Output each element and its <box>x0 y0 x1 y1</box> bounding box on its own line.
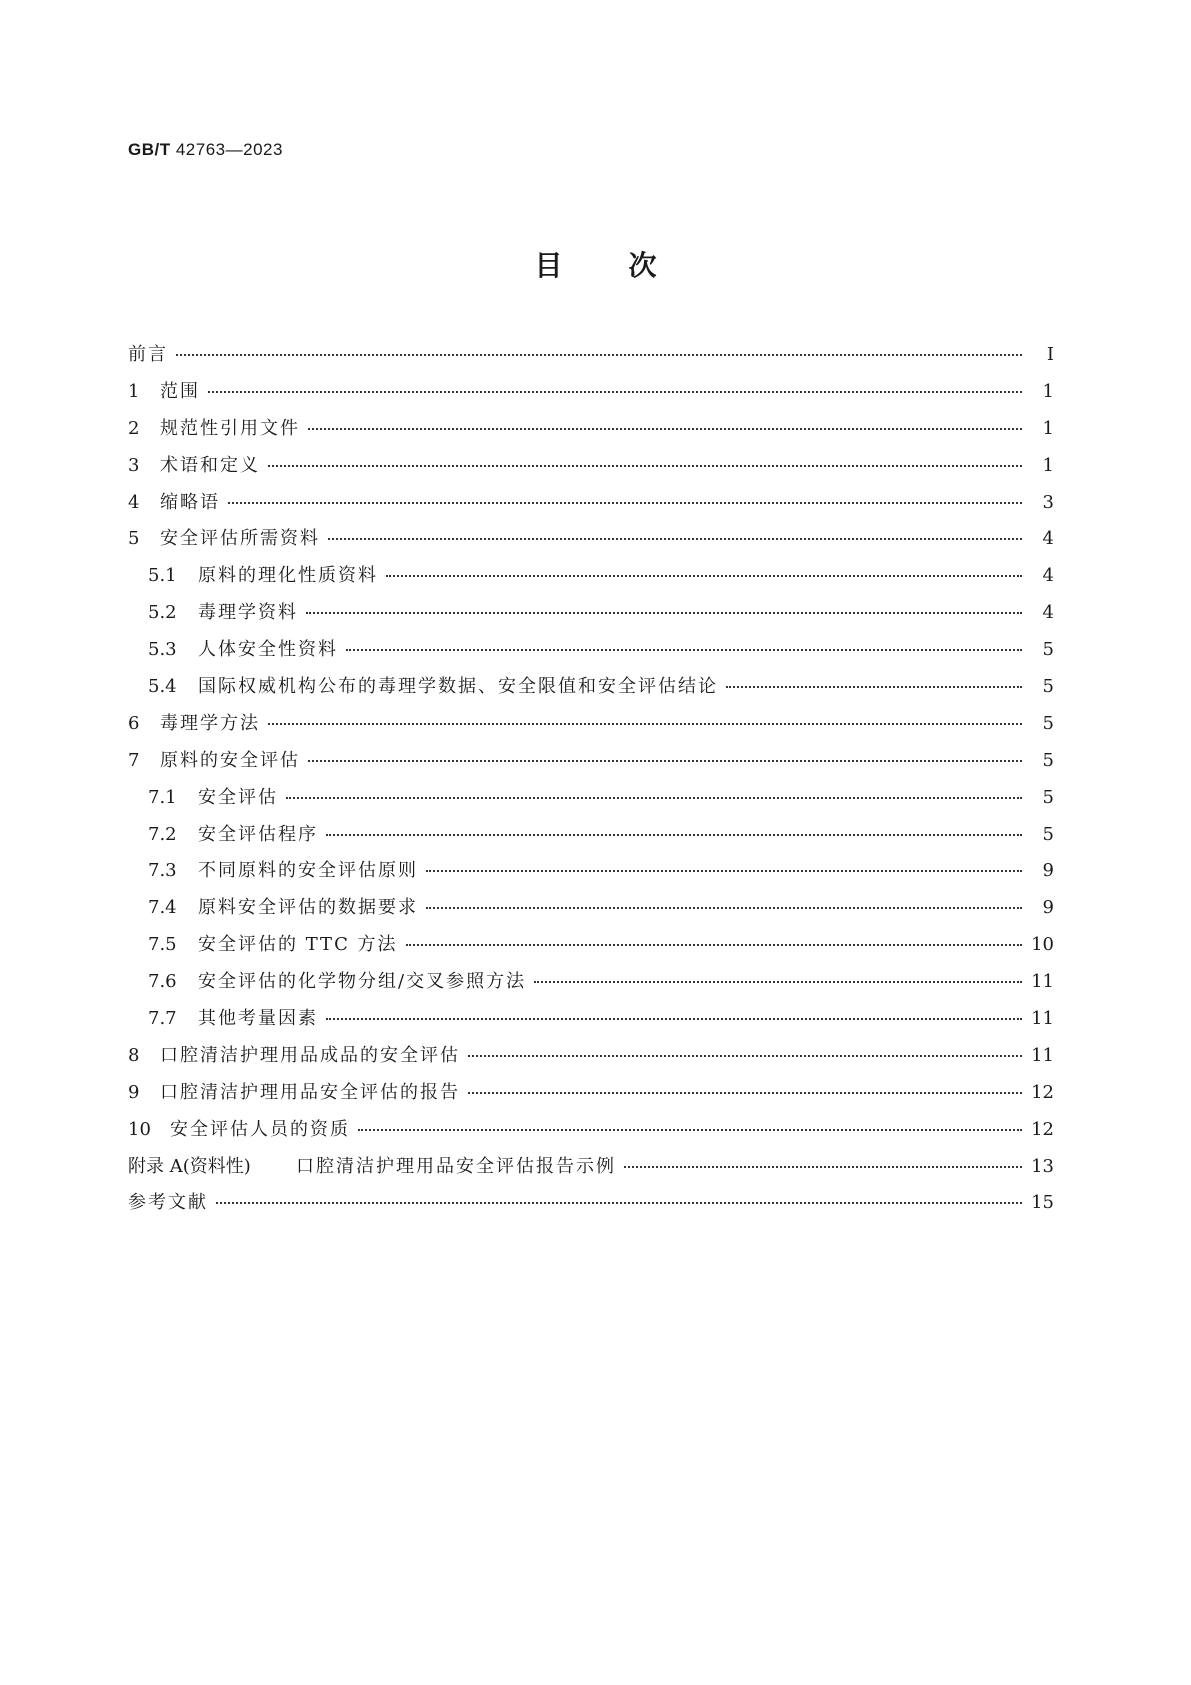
toc-entry-title: 缩略语 <box>160 491 220 513</box>
toc-entry[interactable] <box>128 635 1054 672</box>
toc-entry-title: 范围 <box>160 380 200 402</box>
toc-entry[interactable] <box>128 451 1054 488</box>
toc-dot-leader <box>308 416 1022 434</box>
toc-dot-leader <box>386 563 1022 581</box>
toc-entry-page: 5 <box>1042 639 1054 661</box>
toc-entry-number: 7 <box>128 749 140 771</box>
toc-entry-number: 7.3 <box>148 860 177 882</box>
toc-entry[interactable] <box>128 414 1054 451</box>
toc-entry-page: 5 <box>1042 712 1054 734</box>
toc-entry-page: 5 <box>1042 786 1054 808</box>
toc-entry-number: 8 <box>128 1044 140 1066</box>
toc-entry[interactable] <box>128 524 1054 561</box>
toc-entry[interactable] <box>128 1004 1054 1041</box>
toc-entry-number: 5.1 <box>148 565 177 587</box>
toc-entry-number: 7.4 <box>148 897 177 919</box>
toc-entry-number: 7.7 <box>148 1008 177 1030</box>
toc-entry[interactable] <box>128 967 1054 1004</box>
toc-dot-leader <box>534 969 1022 987</box>
toc-entry-title: 原料的安全评估 <box>160 749 300 771</box>
toc-entry[interactable] <box>128 1152 1054 1189</box>
toc-entry-page: 3 <box>1042 491 1054 513</box>
standard-code <box>128 140 283 160</box>
toc-entry-page: 1 <box>1042 380 1054 402</box>
toc-entry-page: 12 <box>1031 1118 1054 1140</box>
toc-entry-page: 4 <box>1042 528 1054 550</box>
toc-entry-title: 人体安全性资料 <box>198 639 338 661</box>
toc-entry-page: 5 <box>1042 676 1054 698</box>
toc-entry-title: 国际权威机构公布的毒理学数据、安全限值和安全评估结论 <box>198 676 718 698</box>
toc-entry-page: 13 <box>1031 1155 1054 1177</box>
toc-entry[interactable] <box>128 930 1054 967</box>
toc-entry-title: 毒理学方法 <box>160 712 260 734</box>
toc-dot-leader <box>208 379 1022 397</box>
toc-entry-number: 10 <box>128 1118 151 1140</box>
toc-entry-title: 参考文献 <box>128 1192 208 1214</box>
toc-entry-title: 安全评估的化学物分组/交叉参照方法 <box>198 971 527 993</box>
toc-entry[interactable] <box>128 783 1054 820</box>
toc-dot-leader <box>468 1043 1022 1061</box>
page-title <box>0 244 1191 284</box>
toc-dot-leader <box>228 490 1022 508</box>
toc-entry-title: 安全评估的 TTC 方法 <box>198 934 398 956</box>
toc-dot-leader <box>308 748 1022 766</box>
toc-entry[interactable] <box>128 746 1054 783</box>
toc-dot-leader <box>406 932 1022 950</box>
table-of-contents <box>128 340 1054 1225</box>
toc-entry[interactable] <box>128 377 1054 414</box>
toc-dot-leader <box>358 1117 1022 1135</box>
toc-entry-title: 不同原料的安全评估原则 <box>198 860 418 882</box>
toc-entry-page: 4 <box>1042 565 1054 587</box>
toc-entry-number: 5 <box>128 528 140 550</box>
toc-dot-leader <box>468 1080 1022 1098</box>
toc-entry-page: 15 <box>1031 1192 1054 1214</box>
toc-entry-title: 安全评估 <box>198 786 278 808</box>
toc-entry[interactable] <box>128 820 1054 857</box>
toc-dot-leader <box>328 526 1022 544</box>
page-title-part1: 目 <box>534 249 563 282</box>
toc-dot-leader <box>624 1154 1022 1172</box>
toc-entry-title: 口腔清洁护理用品安全评估的报告 <box>160 1081 460 1103</box>
toc-entry[interactable] <box>128 856 1054 893</box>
toc-entry-title: 毒理学资料 <box>198 602 298 624</box>
toc-entry-title: 原料安全评估的数据要求 <box>198 897 418 919</box>
toc-entry-title: 口腔清洁护理用品成品的安全评估 <box>160 1044 460 1066</box>
toc-dot-leader <box>306 600 1022 618</box>
toc-dot-leader <box>176 342 1022 360</box>
toc-entry-page: 9 <box>1042 860 1054 882</box>
toc-entry-number: 附录 A(资料性) <box>128 1155 251 1177</box>
toc-dot-leader <box>726 674 1022 692</box>
toc-dot-leader <box>426 895 1022 913</box>
toc-entry-page: 11 <box>1031 1008 1054 1030</box>
toc-entry-title: 安全评估程序 <box>198 823 318 845</box>
page-title-part2: 次 <box>628 249 657 282</box>
toc-entry-title: 原料的理化性质资料 <box>198 565 378 587</box>
toc-entry-title: 安全评估所需资料 <box>160 528 320 550</box>
toc-dot-leader <box>426 858 1022 876</box>
toc-entry[interactable] <box>128 1041 1054 1078</box>
toc-entry-number: 4 <box>128 491 140 513</box>
toc-dot-leader <box>268 453 1022 471</box>
toc-entry-page: 9 <box>1042 897 1054 919</box>
toc-entry-page: 1 <box>1042 417 1054 439</box>
toc-entry[interactable] <box>128 561 1054 598</box>
toc-entry[interactable] <box>128 1115 1054 1152</box>
toc-entry[interactable] <box>128 672 1054 709</box>
toc-entry-number: 3 <box>128 454 140 476</box>
toc-entry-number: 2 <box>128 417 140 439</box>
toc-entry-page: 12 <box>1031 1081 1054 1103</box>
standard-code-number: 42763—2023 <box>175 140 283 159</box>
toc-entry-title: 规范性引用文件 <box>160 417 300 439</box>
toc-entry-title: 术语和定义 <box>160 454 260 476</box>
toc-entry[interactable] <box>128 340 1054 377</box>
standard-code-prefix: GB/T <box>128 140 171 159</box>
toc-entry-number: 7.5 <box>148 934 177 956</box>
toc-entry-title: 其他考量因素 <box>198 1008 318 1030</box>
toc-entry-page: 10 <box>1031 934 1054 956</box>
toc-entry-title: 口腔清洁护理用品安全评估报告示例 <box>296 1155 616 1177</box>
toc-entry-page: 4 <box>1042 602 1054 624</box>
toc-entry[interactable] <box>128 893 1054 930</box>
toc-entry-number: 5.3 <box>148 639 177 661</box>
toc-entry[interactable] <box>128 598 1054 635</box>
toc-entry[interactable] <box>128 709 1054 746</box>
toc-dot-leader <box>268 711 1022 729</box>
toc-dot-leader <box>286 785 1022 803</box>
toc-entry-number: 7.1 <box>148 786 177 808</box>
toc-entry-number: 1 <box>128 380 140 402</box>
toc-entry-page: 11 <box>1031 1044 1054 1066</box>
toc-dot-leader <box>326 1006 1022 1024</box>
toc-entry-number: 5.4 <box>148 676 177 698</box>
toc-dot-leader <box>346 637 1022 655</box>
toc-entry-number: 5.2 <box>148 602 177 624</box>
toc-entry[interactable] <box>128 1078 1054 1115</box>
toc-entry[interactable] <box>128 488 1054 525</box>
toc-entry-title: 安全评估人员的资质 <box>170 1118 350 1140</box>
toc-entry-number: 6 <box>128 712 140 734</box>
toc-entry[interactable] <box>128 1188 1054 1225</box>
toc-dot-leader <box>326 822 1022 840</box>
toc-entry-page: 11 <box>1031 971 1054 993</box>
toc-entry-title: 前言 <box>128 344 168 365</box>
toc-entry-page: 5 <box>1042 823 1054 845</box>
toc-entry-page: Ⅰ <box>1046 344 1054 365</box>
toc-entry-number: 7.6 <box>148 971 177 993</box>
toc-entry-number: 9 <box>128 1081 140 1103</box>
toc-dot-leader <box>216 1190 1022 1208</box>
toc-entry-page: 5 <box>1042 749 1054 771</box>
toc-entry-number: 7.2 <box>148 823 177 845</box>
toc-entry-page: 1 <box>1042 454 1054 476</box>
